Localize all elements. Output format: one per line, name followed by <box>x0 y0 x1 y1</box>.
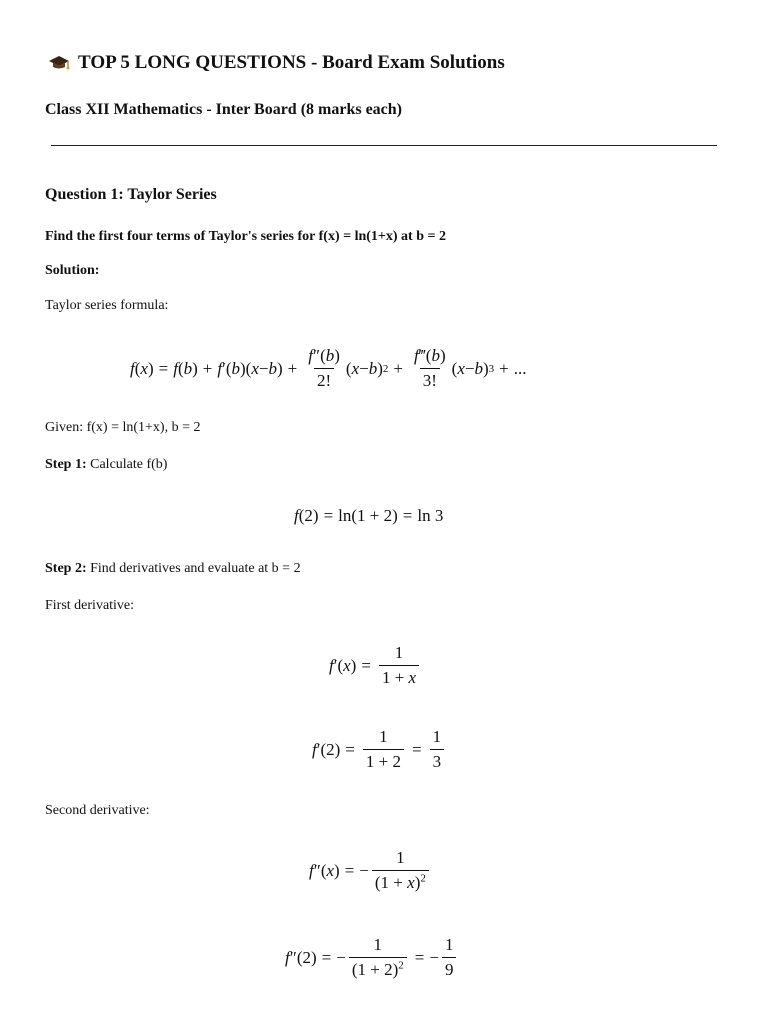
given-text: Given: f(x) = ln(1+x), b = 2 <box>45 420 201 435</box>
taylor-formula: f ( x ) = f ( b ) + f ′( b )( x − b ) + $\frac{f''(b)}{2!}$ ( x − b ) 2 + $\frac{f‴(b)}{3!}$ ( x − b ) 3 + ... <box>130 346 527 390</box>
first-derivative-equation: f ′( x ) = $\frac{1}{1 + x}$ <box>329 643 422 688</box>
step1-text: Calculate f(b) <box>86 457 168 472</box>
page-title-text: TOP 5 LONG QUESTIONS - Board Exam Solutions <box>78 52 505 73</box>
second-derivative-label: Second derivative: <box>45 803 150 818</box>
formula-intro: Taylor series formula: <box>45 298 169 313</box>
divider <box>51 145 717 146</box>
page-subtitle: Class XII Mathematics - Inter Board (8 marks each) <box>45 101 402 118</box>
graduation-cap-icon <box>48 54 70 72</box>
step2 <box>45 561 301 577</box>
question-heading: Question 1: Taylor Series <box>45 186 217 203</box>
second-derivative-value: f ″(2) = − $\frac{1}{(1 + 2)^2}$ = − $\frac{1}{9}$ <box>285 935 459 980</box>
step1 <box>45 457 167 473</box>
step1-equation: f (2) = ln(1 + 2) = ln 3 <box>294 506 444 525</box>
step1-label: Step 1: <box>45 457 87 472</box>
page-title <box>48 52 505 74</box>
question-prompt: Find the first four terms of Taylor's series for f(x) = ln(1+x) at b = 2 <box>45 229 446 244</box>
second-derivative-equation: f ″( x ) = − $\frac{1}{(1 + x)^2}$ <box>309 848 432 893</box>
first-derivative-value: f ′(2) = $\frac{1}{1 + 2}$ = $\frac{1}{3}$ <box>312 727 447 772</box>
first-derivative-label: First derivative: <box>45 598 135 613</box>
solution-label: Solution: <box>45 263 100 278</box>
step2-label: Step 2: <box>45 561 87 576</box>
step2-text: Find derivatives and evaluate at b = 2 <box>86 561 301 576</box>
